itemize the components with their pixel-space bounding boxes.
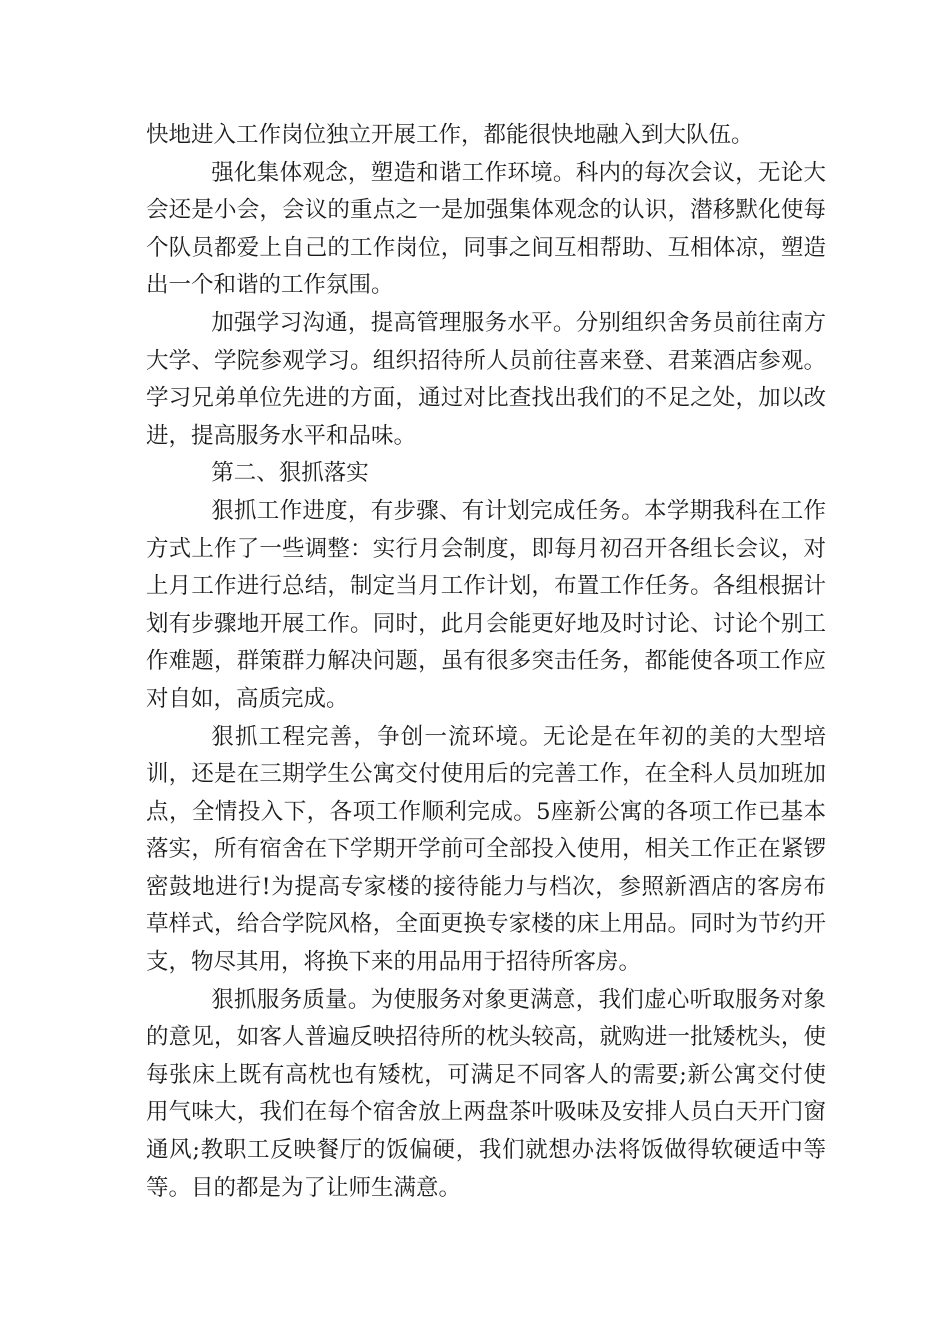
paragraph-collective-concept: 强化集体观念，塑造和谐工作环境。科内的每次会议，无论大会还是小会，会议的重点之一是加强集体观念的认识，潜移默化使每个队员都爱上自己的工作岗位，同事之间互相帮助、互相体凉，塑造出一个和谐的工作氛围。: [146, 159, 826, 299]
document-body: [146, 117, 826, 1207]
section-heading-implementation: 第二、狠抓落实: [211, 460, 369, 487]
paragraph-learning-communication: 加强学习沟通，提高管理服务水平。分别组织舍务员前往南方大学、学院参观学习。组织招待所人员前往喜来登、君莱酒店参观。学习兄弟单位先进的方面，通过对比查找出我们的不足之处，加以改进，提高服务水平和品味。: [146, 309, 826, 449]
paragraph-engineering-improvement: 狠抓工程完善，争创一流环境。无论是在年初的美的大型培训，还是在三期学生公寓交付使用后的完善工作，在全科人员加班加点，全情投入下，各项工作顺利完成。5座新公寓的各项工作已基本落实，所有宿舍在下学期开学前可全部投入使用，相关工作正在紧锣密鼓地进行!为提高专家楼的接待能力与档次，参照新酒店的客房布草样式，给合学院风格，全面更换专家楼的床上用品。同时为节约开支，物尽其用，将换下来的用品用于招待所客房。: [146, 723, 826, 976]
paragraph-work-progress: 狠抓工作进度，有步骤、有计划完成任务。本学期我科在工作方式上作了一些调整：实行月会制度，即每月初召开各组长会议，对上月工作进行总结，制定当月工作计划，布置工作任务。各组根据计划有步骤地开展工作。同时，此月会能更好地及时讨论、讨论个别工作难题，群策群力解决问题，虽有很多突击任务，都能使各项工作应对自如，高质完成。: [146, 497, 826, 712]
paragraph-continuation: 快地进入工作岗位独立开展工作，都能很快地融入到大队伍。: [146, 122, 754, 148]
paragraph-service-quality: 狠抓服务质量。为使服务对象更满意，我们虚心听取服务对象的意见，如客人普遍反映招待所的枕头较高，就购进一批矮枕头，使每张床上既有高枕也有矮枕，可满足不同客人的需要;新公寓交付使用气味大，我们在每个宿舍放上两盘茶叶吸味及安排人员白天开门窗通风;教职工反映餐厅的饭偏硬，我们就想办法将饭做得软硬适中等等。目的都是为了让师生满意。: [146, 986, 826, 1201]
